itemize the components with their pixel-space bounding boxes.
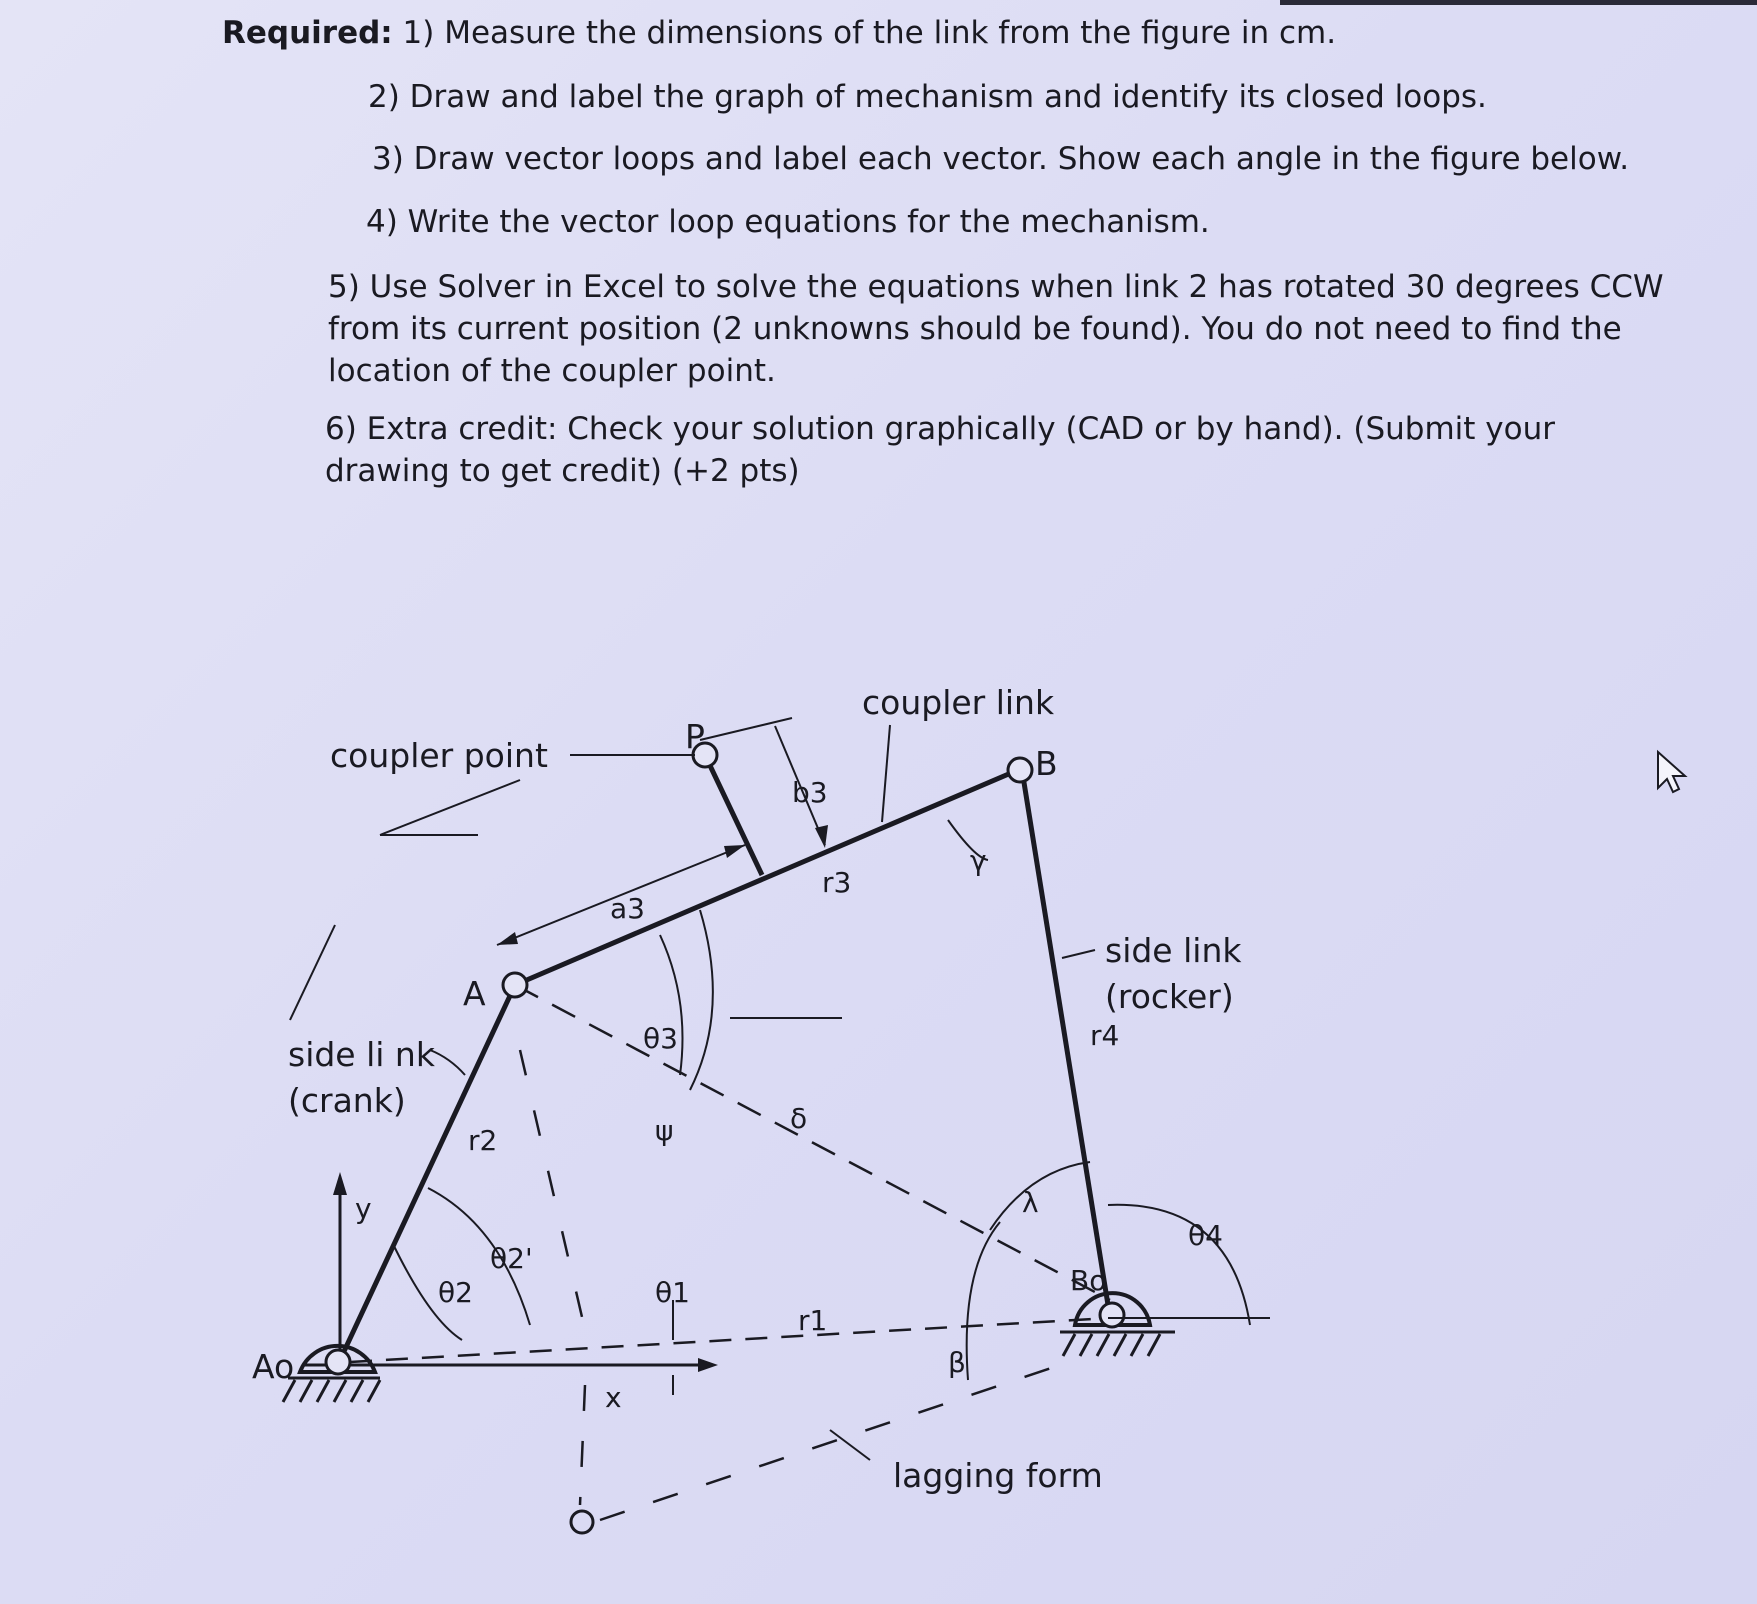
label-y-axis: y bbox=[355, 1192, 372, 1225]
theta4-arc bbox=[1108, 1205, 1250, 1325]
bo-pivot-joint bbox=[1100, 1303, 1124, 1327]
label-gamma: γ bbox=[970, 844, 987, 877]
label-b3: b3 bbox=[792, 776, 828, 809]
bo-ground-hatch bbox=[1063, 1334, 1160, 1356]
label-coupler-link: coupler link bbox=[862, 683, 1055, 722]
x-axis-arrowhead bbox=[698, 1358, 718, 1372]
ground-line-r1 bbox=[350, 1318, 1110, 1362]
a3-arrow-right bbox=[724, 845, 745, 858]
lagging-vertical-dashed bbox=[580, 1385, 585, 1505]
requirement-2: 2) Draw and label the graph of mechanism and identify its closed loops. bbox=[368, 79, 1487, 115]
label-lambda: λ bbox=[1022, 1186, 1039, 1219]
label-a3: a3 bbox=[610, 892, 645, 925]
coupler-point-slash bbox=[380, 780, 520, 835]
b3-arrow bbox=[815, 825, 828, 848]
label-p: P bbox=[685, 717, 705, 756]
label-x-axis: x bbox=[605, 1381, 622, 1414]
requirement-5: 5) Use Solver in Excel to solve the equations when link 2 has rotated 30 degrees CCW from its current position (2 unknowns should be found). You do not need to find the location of the coupler point. bbox=[328, 269, 1664, 389]
label-theta2-prime: θ2' bbox=[490, 1242, 533, 1275]
psi-arc bbox=[690, 910, 713, 1090]
label-theta4: θ4 bbox=[1188, 1219, 1223, 1252]
coupler-link-r3 bbox=[515, 770, 1018, 985]
label-side-link-rocker: side link bbox=[1105, 931, 1242, 970]
vertical-dashed-line bbox=[520, 1050, 585, 1330]
required-heading: Required: bbox=[222, 15, 393, 51]
label-rocker: (rocker) bbox=[1105, 977, 1234, 1016]
a3-arrow-left bbox=[497, 932, 518, 945]
label-r1: r1 bbox=[798, 1304, 828, 1337]
requirement-3: 3) Draw vector loops and label each vector. Show each angle in the figure below. bbox=[372, 141, 1630, 177]
diagonal-dashed-line bbox=[515, 985, 1110, 1300]
rocker-leader bbox=[1062, 950, 1095, 958]
label-theta2: θ2 bbox=[438, 1276, 473, 1309]
label-coupler-point: coupler point bbox=[330, 736, 548, 775]
label-theta3: θ3 bbox=[643, 1022, 678, 1055]
label-bo: Bo bbox=[1070, 1264, 1107, 1297]
coupler-link-leader bbox=[882, 725, 890, 822]
b3-extension-line bbox=[700, 718, 792, 740]
lagging-joint-circle bbox=[571, 1511, 593, 1533]
label-ao: Ao bbox=[252, 1347, 295, 1386]
lagging-leader-line bbox=[830, 1430, 870, 1460]
ao-pivot-joint bbox=[326, 1350, 350, 1374]
y-axis-arrowhead bbox=[333, 1172, 347, 1195]
label-psi: ψ bbox=[655, 1114, 674, 1147]
label-beta: β bbox=[948, 1346, 966, 1379]
ao-ground-hatch bbox=[283, 1380, 380, 1402]
label-a: A bbox=[463, 974, 486, 1013]
label-b: B bbox=[1035, 744, 1058, 783]
cursor-icon bbox=[1658, 752, 1685, 792]
crank-leader bbox=[430, 1050, 465, 1075]
lambda-arc bbox=[990, 1162, 1090, 1230]
lagging-diagonal-dashed bbox=[600, 1365, 1060, 1520]
label-lagging-form: lagging form bbox=[893, 1456, 1103, 1495]
requirement-1-text: 1) Measure the dimensions of the link from the figure in cm. bbox=[402, 15, 1337, 51]
label-theta1: θ1 bbox=[655, 1276, 690, 1309]
label-r3: r3 bbox=[822, 866, 852, 899]
label-crank: (crank) bbox=[288, 1081, 406, 1120]
joint-b bbox=[1008, 758, 1032, 782]
joint-a bbox=[503, 973, 527, 997]
label-side-link-crank: side li nk bbox=[288, 1035, 435, 1074]
label-r4: r4 bbox=[1090, 1019, 1120, 1052]
requirement-6: 6) Extra credit: Check your solution graphically (CAD or by hand). (Submit your drawing to get credit) (+2 pts) bbox=[325, 411, 1555, 489]
label-delta: δ bbox=[790, 1102, 808, 1135]
crank-slash bbox=[290, 925, 335, 1020]
label-r2: r2 bbox=[468, 1124, 498, 1157]
requirement-4: 4) Write the vector loop equations for the mechanism. bbox=[366, 204, 1210, 240]
beta-arc bbox=[967, 1222, 1000, 1380]
